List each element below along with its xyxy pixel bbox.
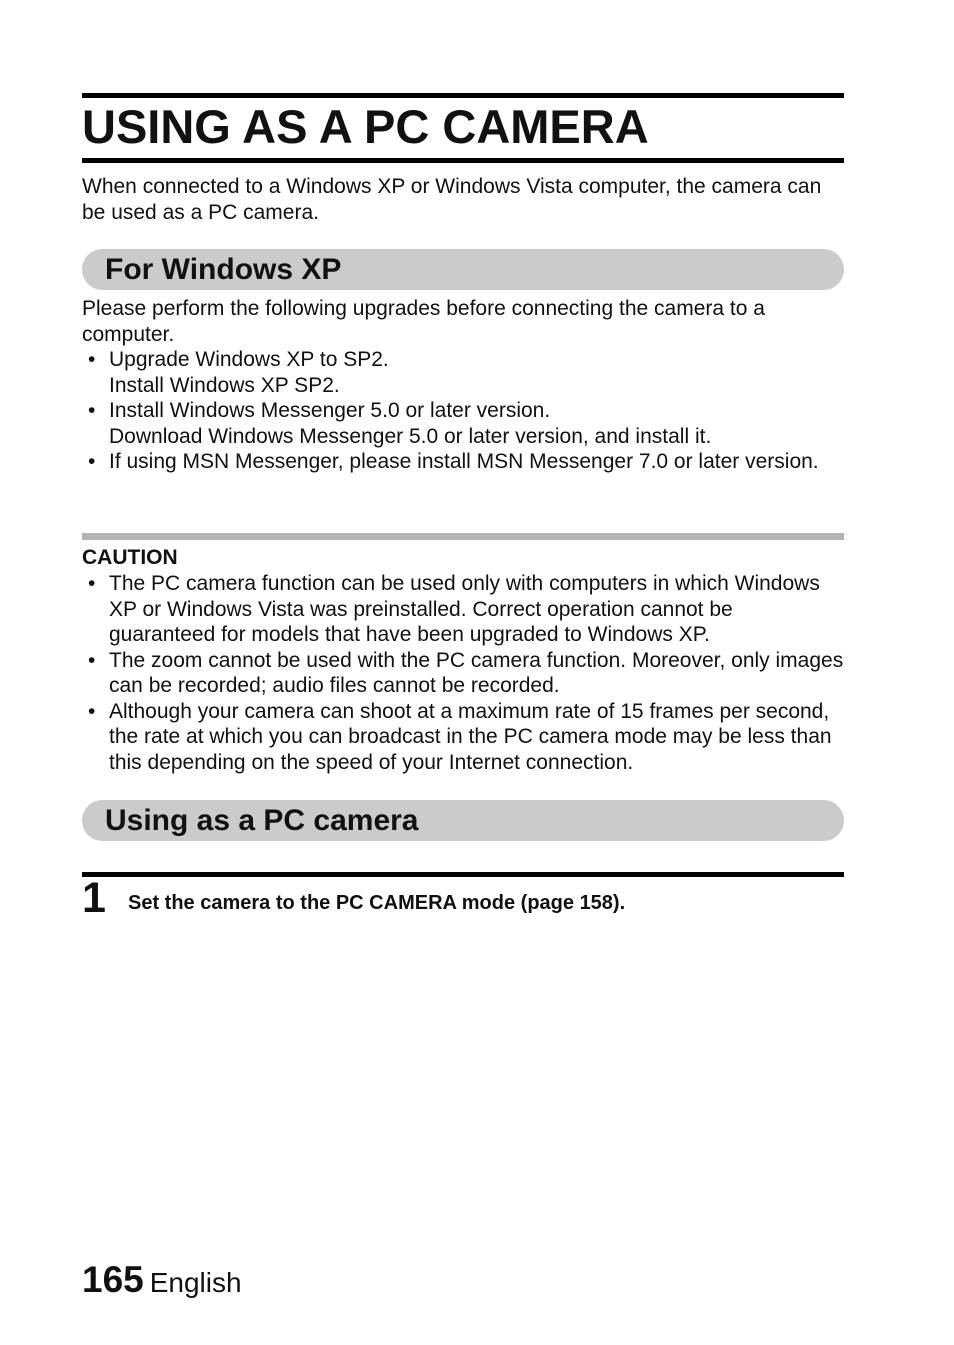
list-item	[82, 571, 844, 648]
caution-list	[82, 571, 844, 775]
section-header-using-pc-camera	[82, 800, 844, 841]
step-instruction: Set the camera to the PC CAMERA mode (page 158).	[128, 892, 626, 914]
section-heading-using-pc-camera: Using as a PC camera	[105, 804, 419, 837]
list-item	[82, 699, 844, 776]
page-footer	[82, 1258, 242, 1310]
list-item-text: Install Windows Messenger 5.0 or later version.	[109, 399, 551, 422]
windows-xp-content	[82, 296, 844, 475]
page-title: USING AS A PC CAMERA	[82, 100, 649, 153]
list-item	[82, 398, 844, 449]
upgrade-list	[82, 347, 844, 475]
windows-xp-intro: Please perform the following upgrades before connecting the camera to a computer.	[82, 297, 765, 346]
bullet-icon: •	[88, 399, 96, 422]
bullet-icon: •	[88, 450, 96, 473]
intro-paragraph: When connected to a Windows XP or Windows Vista computer, the camera can be used as a PC camera.	[82, 175, 822, 224]
caution-heading: CAUTION	[82, 546, 178, 569]
list-item-text: The PC camera function can be used only with computers in which Windows XP or Windows Vista was preinstalled. Correct operation cannot be guaranteed for models that have been upgraded to Windows XP.	[109, 572, 820, 646]
language-label: English	[149, 1267, 242, 1298]
page-number: 165	[82, 1259, 144, 1300]
list-item-text: Although your camera can shoot at a maximum rate of 15 frames per second, the rate at which you can broadcast in the PC camera mode may be less than this depending on the speed of your Internet connection.	[109, 699, 832, 774]
list-item	[82, 347, 844, 398]
list-item	[82, 449, 844, 475]
bullet-icon: •	[88, 572, 96, 595]
list-item	[82, 648, 844, 699]
step-number: 1	[82, 874, 106, 922]
list-item-text: If using MSN Messenger, please install MSN Messenger 7.0 or later version.	[109, 450, 819, 473]
list-item-text: The zoom cannot be used with the PC camera function. Moreover, only images can be recorded; audio files cannot be recorded.	[109, 648, 844, 697]
bullet-icon: •	[88, 648, 96, 672]
list-item-subtext: Install Windows XP SP2.	[109, 373, 340, 397]
bullet-icon: •	[88, 699, 96, 723]
bullet-icon: •	[88, 348, 96, 371]
step-rule	[82, 872, 844, 877]
caution-content	[82, 571, 844, 775]
section-heading-windows-xp: For Windows XP	[105, 253, 342, 286]
caution-divider	[82, 533, 844, 540]
title-bottom-rule	[82, 158, 844, 163]
list-item-subtext: Download Windows Messenger 5.0 or later version, and install it.	[109, 424, 712, 448]
list-item-text: Upgrade Windows XP to SP2.	[109, 348, 389, 371]
section-header-windows-xp	[82, 249, 844, 290]
